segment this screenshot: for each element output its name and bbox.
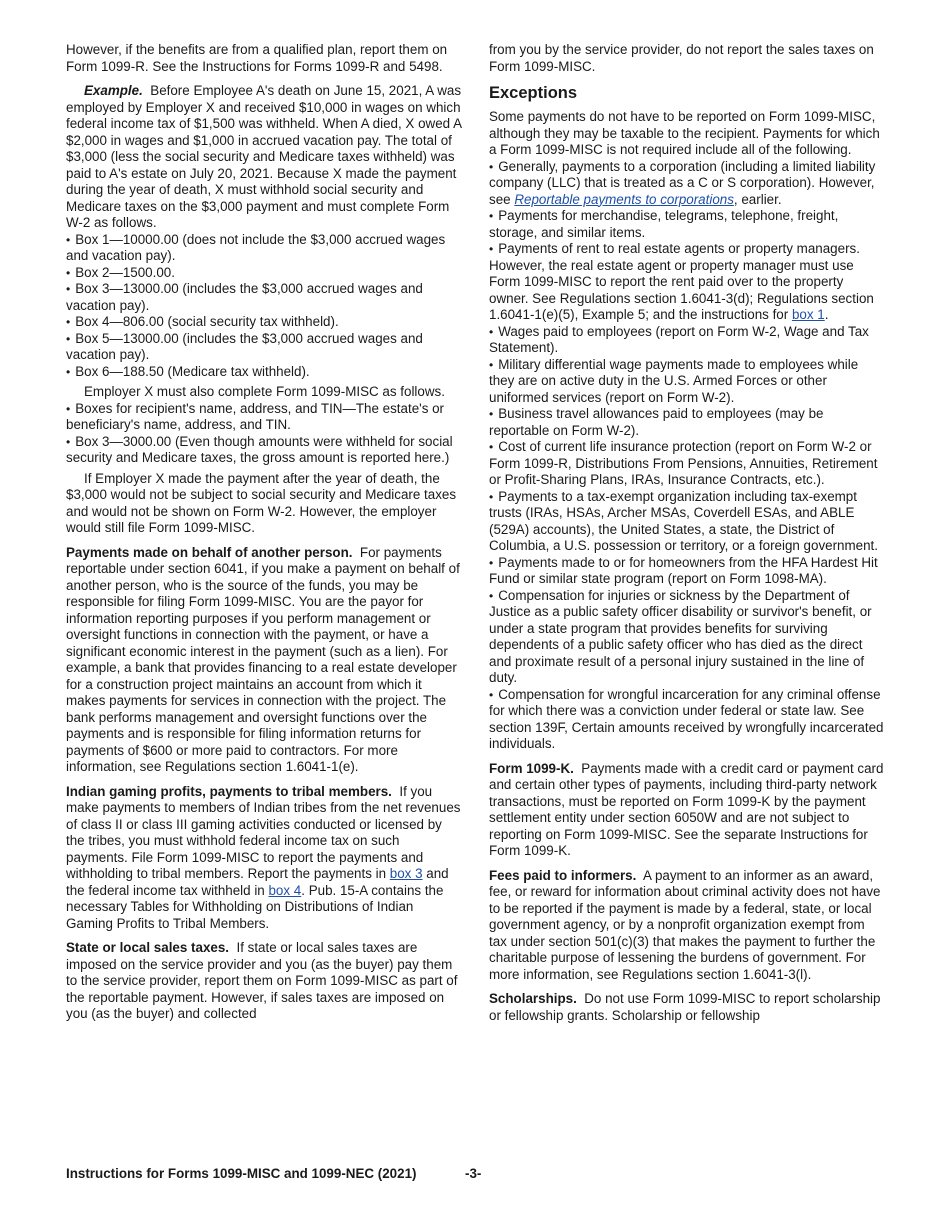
exception-bullet: • Payments made to or for homeowners from the HFA Hardest Hit Fund or similar state program (report on Form 1098-MA).	[489, 555, 885, 588]
example-label: Example.	[84, 83, 143, 98]
exception-bullet	[489, 241, 885, 324]
exception-bullet: • Business travel allowances paid to employees (may be reportable on Form W-2).	[489, 406, 885, 439]
footer-title: Instructions for Forms 1099-MISC and 1099-NEC (2021)	[66, 1166, 417, 1181]
w2-bullet: • Box 5—13000.00 (includes the $3,000 accrued wages and vacation pay).	[66, 331, 462, 364]
w2-bullet: • Box 6—188.50 (Medicare tax withheld).	[66, 364, 462, 381]
exception-bullet: • Military differential wage payments made to employees while they are on active duty in the U.S. Armed Forces or other uniformed services (report on Form W-2).	[489, 357, 885, 407]
left-column	[66, 42, 462, 1031]
sales-paragraph	[66, 940, 462, 1023]
box-4-link[interactable]: box 4	[268, 882, 302, 898]
informers-text: A payment to an informer as an award, fee, or reward for information about criminal activity does not have to be reported if the payment is made by a federal, state, or local government agency, or by a nonprofit organization exempt from tax under section 501(c)(3) that makes the payment to further the charitable purpose of lessening the burdens of government. For more information, see Regulations section 1.6041-3(l).	[489, 867, 881, 982]
after-year-paragraph: If Employer X made the payment after the year of death, the $3,000 would not be subject to social security and Medicare taxes and would not be shown on Form W-2. However, the employer would still file Form 1099-MISC.	[66, 470, 457, 535]
exception-bullet	[489, 159, 885, 209]
rent-text: Payments of rent to real estate agents or property managers. However, the real estate agent or property manager must use Form 1099-MISC to report the rent paid over to the property owner. See Regulations section 1.6041-3(d); Regulations section 1.6041-1(e)(5), Example 5; and the instructions for	[489, 241, 874, 322]
corp-text: Generally, payments to a corporation (including a limited liability company (LLC) that is treated as a C or S corporation). However, see	[489, 158, 876, 207]
scholarships-text: Do not use Form 1099-MISC to report scholarship or fellowship grants. Scholarship or fellowship	[489, 991, 881, 1023]
gaming-heading: Indian gaming profits, payments to tribal members.	[66, 783, 392, 799]
corp-after: , earlier.	[733, 191, 782, 207]
sales-heading: State or local sales taxes.	[66, 940, 230, 955]
gaming-paragraph	[66, 784, 462, 933]
informers-paragraph	[489, 868, 885, 984]
employer-x-paragraph: Employer X must also complete Form 1099-MISC as follows.	[84, 384, 445, 399]
gaming-text: If you make payments to members of Indian tribes from the net revenues of class II or class III gaming activities conducted or licensed by the tribes, you must withhold federal income tax on such payments. File Form 1099-MISC to report the payments and withholding to tribal members. Report the payments in	[66, 783, 461, 881]
form-1099k-heading: Form 1099-K.	[489, 760, 574, 776]
right-column	[489, 42, 885, 1032]
w2-bullet: • Box 1—10000.00 (does not include the $3,000 accrued wages and vacation pay).	[66, 232, 462, 265]
exception-bullet: • Payments to a tax-exempt organization including tax-exempt trusts (IRAs, HSAs, Archer MSAs, Coverdell ESAs, and ABLE (529A) accounts), the United States, a state, the District of Columbia, a U.S. possession or territory, or a foreign government.	[489, 489, 885, 555]
box-3-link[interactable]: box 3	[389, 866, 423, 881]
exception-bullet: • Wages paid to employees (report on Form W-2, Wage and Tax Statement).	[489, 324, 885, 357]
exception-bullet: • Cost of current life insurance protection (report on Form W-2 or Form 1099-R, Distributions From Pensions, Annuities, Retirement or Profit-Sharing Plans, IRAs, Insurance Contracts, etc.).	[489, 439, 885, 489]
behalf-paragraph	[66, 545, 462, 776]
sales-text: If state or local sales taxes are imposed on the service provider and you (as the buyer) pay them to the service provider, report them on Form 1099-MISC as part of the reportable payment. However, if sales taxes are imposed on you (as the buyer) and collected	[66, 940, 458, 1021]
sales-continued: from you by the service provider, do not report the sales taxes on Form 1099-MISC.	[489, 42, 874, 74]
example-text: Before Employee A's death on June 15, 2021, A was employed by Employer X and received $10,000 in wages on which federal income tax of $1,500 was withheld. When A died, X owed A $2,000 in wages and $1,000 in accrued vacation pay. The total of $3,000 (less the social security and Medicare taxes withheld) was paid to A's estate on July 20, 2021. Because X made the payment during the year of death, X must withhold social security and Medicare taxes on the $3,000 payment and must complete Form W-2 as follows.	[66, 83, 462, 230]
box-1-link[interactable]: box 1	[791, 307, 825, 322]
exception-bullet: • Compensation for injuries or sickness by the Department of Justice as a public safety officer disability or survivor's benefit, or under a state program that provides benefits for surviving dependents of a public safety officer who has died as the direct and proximate result of a personal injury sustained in the line of duty.	[489, 588, 885, 687]
intro-paragraph: However, if the benefits are from a qualified plan, report them on Form 1099-R. See the Instructions for Forms 1099-R and 5498.	[66, 42, 448, 74]
exceptions-intro: Some payments do not have to be reported on Form 1099-MISC, although they may be taxable to the recipient. Payments for which a Form 1099-MISC is not required include all of the following.	[489, 109, 880, 157]
gaming-text: . Pub. 15-A contains the necessary Tables for Withholding on Distributions of Indian Gaming Profits to Tribal Members.	[66, 882, 444, 931]
rent-after: .	[824, 307, 829, 322]
w2-bullet: • Box 3—13000.00 (includes the $3,000 accrued wages and vacation pay).	[66, 281, 462, 314]
misc-bullet: • Box 3—3000.00 (Even though amounts were withheld for social security and Medicare taxes, the gross amount is reported here.)	[66, 434, 462, 467]
exception-bullet: • Compensation for wrongful incarceration for any criminal offense for which there was a conviction under federal or state law. See section 139F, Certain amounts received by wrongfully incarcerated individuals.	[489, 687, 885, 753]
example-paragraph	[66, 83, 462, 232]
page-number: -3-	[465, 1166, 482, 1181]
behalf-text: For payments reportable under section 6041, if you make a payment on behalf of another person, who is the source of the funds, you may be responsible for filing Form 1099-MISC. You are the payor for information reporting purposes if you perform management or oversight functions in connection with the payment, or have a significant economic interest in the payment (such as a lien). For example, a bank that provides financing to a real estate developer for a construction project maintains an account from which it makes payments for services in connection with the project. The bank performs management and oversight functions over the payments and is responsible for filing information returns for payments of $600 or more paid to contractors. For more information, see Regulations section 1.6041-1(e).	[66, 544, 460, 774]
form-1099k-paragraph	[489, 761, 885, 860]
form-1099k-text: Payments made with a credit card or payment card and certain other types of payments, including third-party network transactions, must be reported on Form 1099-K by the payment settlement entity under section 6050W and are not subject to reporting on Form 1099-MISC. See the separate Instructions for Form 1099-K.	[489, 760, 884, 858]
exception-bullet: • Payments for merchandise, telegrams, telephone, freight, storage, and similar items.	[489, 208, 885, 241]
w2-bullet: • Box 2—1500.00.	[66, 265, 462, 282]
scholarships-heading: Scholarships.	[489, 991, 577, 1006]
reportable-payments-link[interactable]: Reportable payments to corporations	[514, 191, 734, 207]
gaming-text: and the federal income tax withheld in	[66, 866, 449, 898]
exceptions-heading: Exceptions	[489, 84, 578, 102]
informers-heading: Fees paid to informers.	[489, 867, 637, 883]
behalf-heading: Payments made on behalf of another person.	[66, 544, 353, 560]
w2-bullet: • Box 4—806.00 (social security tax withheld).	[66, 314, 462, 331]
misc-bullet: • Boxes for recipient's name, address, and TIN—The estate's or beneficiary's name, address, and TIN.	[66, 401, 462, 434]
scholarships-paragraph	[489, 991, 885, 1024]
